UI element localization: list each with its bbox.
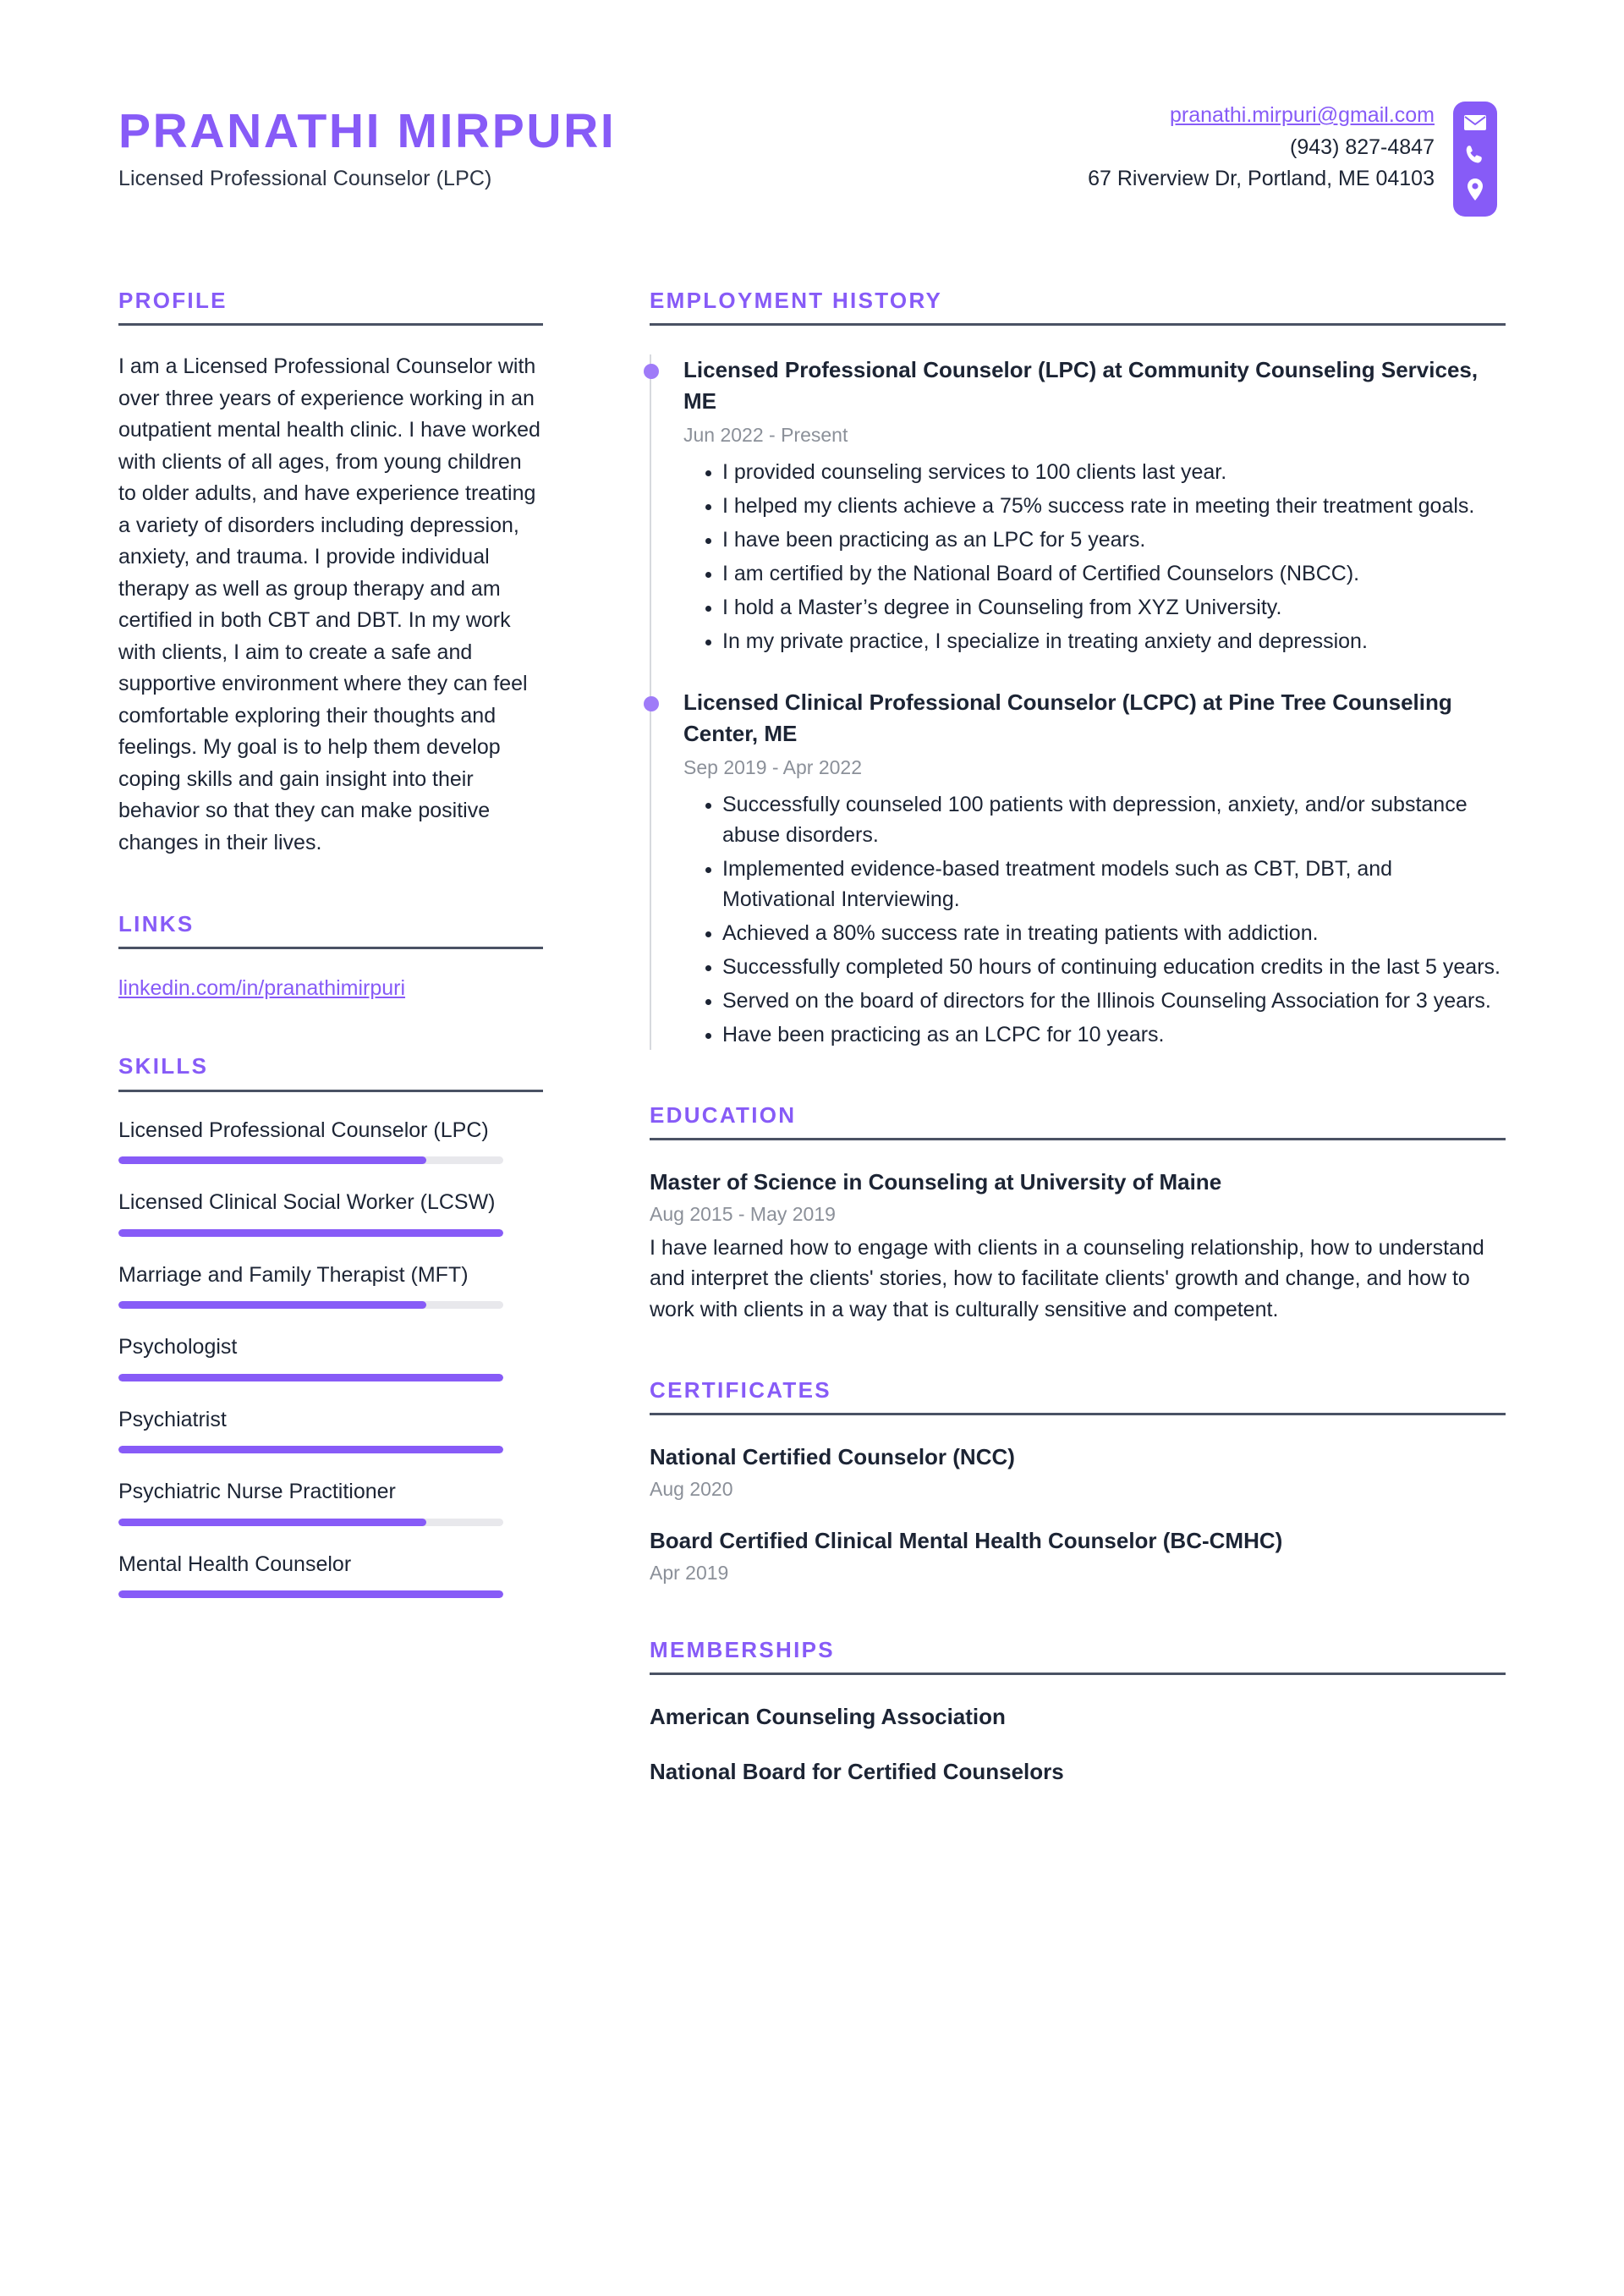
skill-label: Psychiatric Nurse Practitioner	[118, 1480, 396, 1504]
contact-phone: (943) 827-4847	[1290, 135, 1435, 159]
education-entry	[650, 1167, 1506, 1325]
skill-item	[118, 1477, 543, 1526]
education-title: Master of Science in Counseling at University of Maine	[650, 1169, 1222, 1195]
profile-heading: PROFILE	[118, 288, 228, 313]
skill-item	[118, 1405, 543, 1454]
skill-label: Mental Health Counselor	[118, 1552, 352, 1576]
job-bullet: • Successfully completed 50 hours of continuing education credits in the last 5 years.	[722, 952, 1506, 982]
membership-item: National Board for Certified Counselors	[650, 1759, 1064, 1785]
certificate-date: Apr 2019	[650, 1562, 729, 1585]
skill-track	[118, 1519, 503, 1526]
skill-item	[118, 1550, 543, 1599]
skill-track	[118, 1229, 503, 1237]
header-identity	[118, 91, 616, 191]
skill-label: Licensed Professional Counselor (LPC)	[118, 1118, 489, 1142]
section-employment	[650, 288, 1506, 1050]
skill-label: Psychologist	[118, 1335, 238, 1359]
job-date: Jun 2022 - Present	[683, 424, 848, 446]
education-date: Aug 2015 - May 2019	[650, 1203, 836, 1226]
skill-item	[118, 1116, 543, 1165]
skill-label: Psychiatrist	[118, 1407, 227, 1431]
membership-item: American Counseling Association	[650, 1704, 1006, 1730]
certificate-date: Aug 2020	[650, 1478, 733, 1501]
skill-fill	[118, 1519, 426, 1526]
section-memberships	[650, 1637, 1506, 1785]
candidate-name: PRANATHI MIRPURI	[118, 104, 617, 158]
location-pin-icon	[1466, 178, 1484, 201]
main-column	[551, 288, 1506, 1785]
profile-text: I am a Licensed Professional Counselor with over three years of experience working in an outpatient mental health clinic. I have worked with clients of all ages, from young children to older adults, and have experience treating a variety of disorders including depression, anxiety, and trauma. I provide individual therapy as well as group therapy and am certified in both CBT and DBT. In my work with clients, I aim to create a safe and supportive environment where they can feel comfortable exploring their thoughts and feelings. My goal is to help them develop coping skills and gain insight into their behavior so that they can make positive changes in their lives.	[118, 354, 540, 854]
skill-track	[118, 1156, 503, 1164]
certificates-heading: CERTIFICATES	[650, 1376, 831, 1403]
employment-heading: EMPLOYMENT HISTORY	[650, 288, 943, 313]
job-bullet: • I am certified by the National Board of Certified Counselors (NBCC).	[722, 558, 1506, 589]
skills-rule	[118, 1090, 543, 1092]
job-entry	[683, 687, 1506, 1050]
job-bullet: • I have been practicing as an LPC for 5 years.	[722, 525, 1506, 555]
job-bullet: • Served on the board of directors for the Illinois Counseling Association for 3 years.	[722, 986, 1506, 1016]
skill-label: Marriage and Family Therapist (MFT)	[118, 1262, 469, 1287]
timeline-dot-icon	[644, 364, 659, 379]
contact-address: 67 Riverview Dr, Portland, ME 04103	[1088, 167, 1435, 190]
phone-icon	[1464, 144, 1486, 166]
education-heading: EDUCATION	[650, 1101, 797, 1128]
contact-details	[1088, 100, 1453, 195]
header-contact	[1088, 91, 1497, 217]
employment-rule	[650, 323, 1506, 326]
section-certificates	[650, 1377, 1506, 1585]
section-education	[650, 1102, 1506, 1325]
job-bullet: • Successfully counseled 100 patients with depression, anxiety, and/or substance abuse disorders.	[722, 789, 1506, 850]
skill-fill	[118, 1301, 426, 1309]
education-description: I have learned how to engage with clients in a counseling relationship, how to understand and interpret the clients' stories, how to facilitate clients' growth and change, and how to work with clients in a way that is culturally sensitive and competent.	[650, 1236, 1484, 1321]
timeline-dot-icon	[644, 696, 659, 711]
skill-item	[118, 1332, 543, 1381]
job-title: Licensed Professional Counselor (LPC) at Community Counseling Services, ME	[683, 357, 1479, 415]
skill-fill	[118, 1229, 503, 1237]
section-skills	[118, 1053, 543, 1598]
memberships-rule	[650, 1673, 1506, 1675]
job-bullet: • I helped my clients achieve a 75% success rate in meeting their treatment goals.	[722, 491, 1506, 521]
skill-fill	[118, 1590, 503, 1598]
job-title: Licensed Clinical Professional Counselor (LCPC) at Pine Tree Counseling Center, ME	[683, 689, 1452, 746]
contact-icon-rail	[1453, 102, 1497, 217]
candidate-job-title: Licensed Professional Counselor (LPC)	[118, 167, 492, 191]
certificates-rule	[650, 1413, 1506, 1415]
job-entry	[683, 354, 1506, 656]
link-linkedin[interactable]: linkedin.com/in/pranathimirpuri	[118, 976, 406, 1001]
skill-fill	[118, 1156, 426, 1164]
job-bullet-list	[683, 457, 1506, 656]
certificate-entry	[650, 1526, 1506, 1585]
job-bullet: • I hold a Master’s degree in Counseling from XYZ University.	[722, 592, 1506, 623]
job-date: Sep 2019 - Apr 2022	[683, 755, 862, 778]
links-heading: LINKS	[118, 911, 195, 937]
job-bullet: • In my private practice, I specialize in treating anxiety and depression.	[722, 626, 1506, 656]
job-bullet: • Implemented evidence-based treatment models such as CBT, DBT, and Motivational Interviewing.	[722, 854, 1506, 915]
certificate-entry	[650, 1442, 1506, 1501]
job-bullet: • I provided counseling services to 100 clients last year.	[722, 457, 1506, 487]
skill-label: Licensed Clinical Social Worker (LCSW)	[118, 1190, 496, 1215]
skill-track	[118, 1301, 503, 1309]
memberships-heading: MEMBERSHIPS	[650, 1637, 835, 1663]
skill-track	[118, 1446, 503, 1453]
skill-track	[118, 1374, 503, 1381]
profile-rule	[118, 323, 543, 326]
education-rule	[650, 1138, 1506, 1140]
certificate-title: National Certified Counselor (NCC)	[650, 1444, 1015, 1470]
job-bullet: • Achieved a 80% success rate in treating patients with addiction.	[722, 918, 1506, 948]
skill-item	[118, 1261, 543, 1310]
sidebar-column	[118, 288, 551, 1785]
links-rule	[118, 947, 543, 949]
skill-fill	[118, 1374, 503, 1381]
resume-body	[0, 288, 1624, 1785]
resume-header	[0, 0, 1624, 217]
envelope-icon	[1463, 113, 1487, 132]
section-profile	[118, 288, 543, 859]
skill-track	[118, 1590, 503, 1598]
skill-fill	[118, 1446, 503, 1453]
job-bullet-list	[683, 789, 1506, 1050]
job-bullet: • Have been practicing as an LCPC for 10 years.	[722, 1019, 1506, 1050]
section-links	[118, 911, 543, 1001]
contact-email[interactable]: pranathi.mirpuri@gmail.com	[1170, 103, 1435, 127]
employment-timeline	[650, 354, 1506, 1050]
skills-heading: SKILLS	[118, 1053, 209, 1079]
skill-item	[118, 1188, 543, 1237]
certificate-title: Board Certified Clinical Mental Health Counselor (BC-CMHC)	[650, 1528, 1283, 1554]
